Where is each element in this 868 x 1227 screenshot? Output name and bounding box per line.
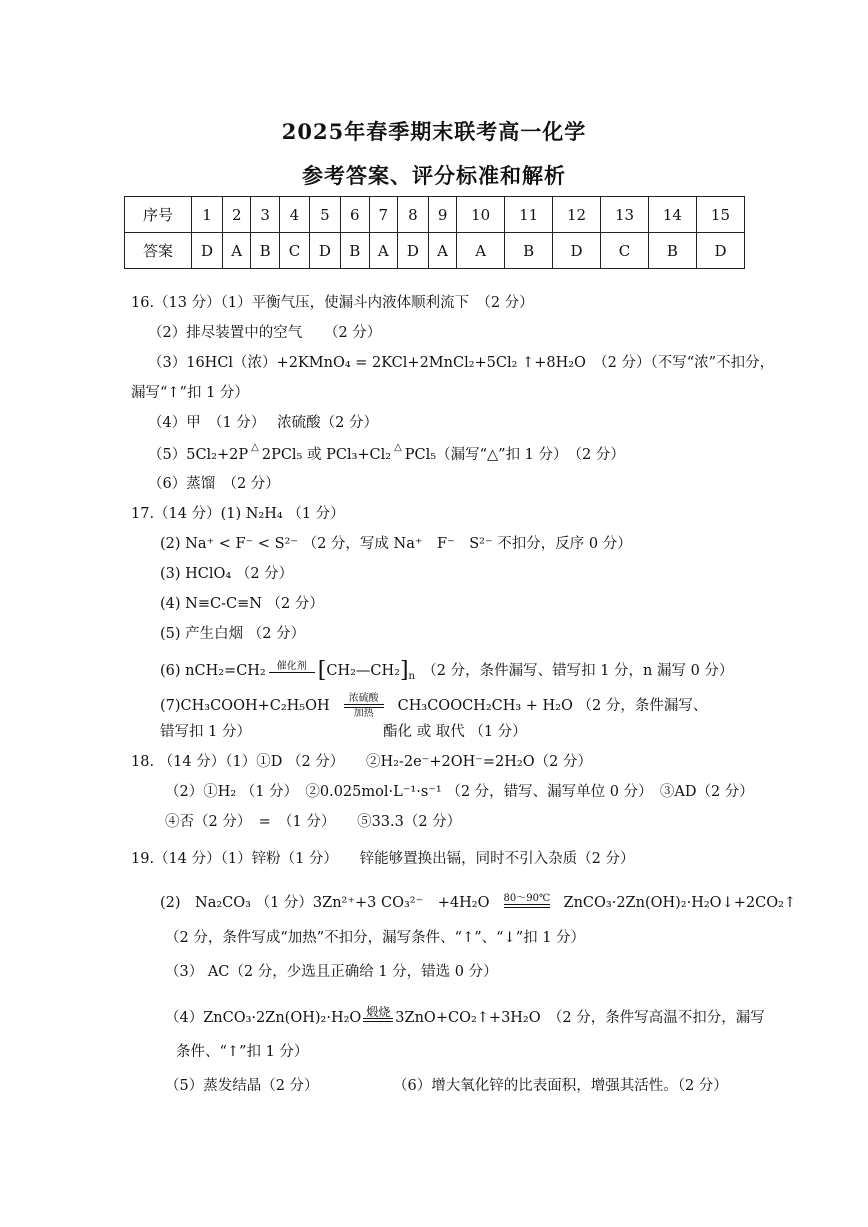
polymer-n: n xyxy=(408,670,415,682)
temperature-label: 80～90℃ xyxy=(503,893,551,904)
q19-line-2 xyxy=(160,893,796,912)
q18-line-3: ④否（2 分） = （1 分） ⑤33.3（2 分） xyxy=(165,814,462,830)
condition-bottom: 加热 xyxy=(353,708,374,719)
answer-cell: B xyxy=(251,233,280,269)
answer-cell: C xyxy=(601,233,649,269)
answer-cell: D xyxy=(553,233,601,269)
q19-line-7a: （5）蒸发结晶（2 分） xyxy=(165,1078,319,1094)
condition-top: 浓硫酸 xyxy=(348,693,379,704)
answer-cell: A xyxy=(457,233,505,269)
answer-cell: A xyxy=(223,233,251,269)
question-number: 10 xyxy=(457,197,505,233)
heat-symbol-2 xyxy=(394,442,402,453)
answer-cell: D xyxy=(192,233,223,269)
question-number: 13 xyxy=(601,197,649,233)
answer-cell: B xyxy=(505,233,553,269)
answer-cell: C xyxy=(280,233,310,269)
question-number: 9 xyxy=(428,197,456,233)
polymer-bracket-right: ] xyxy=(399,658,409,683)
q16-line-4: 漏写“↑”扣 1 分） xyxy=(131,385,249,401)
q16-eq1-right: 2PCl₅ 或 PCl₃+Cl₂ xyxy=(261,447,392,463)
answer-cell: B xyxy=(648,233,696,269)
q17-line-2: (2) Na⁺ < F⁻ < S²⁻ （2 分，写成 Na⁺ F⁻ S²⁻ 不扣分，反序 0 分） xyxy=(160,536,632,552)
q19-line-5 xyxy=(165,1007,765,1027)
q17-ester-products: CH₃COOCH₂CH₃ + H₂O （2 分，条件漏写、 xyxy=(397,698,708,714)
q17-line-8b: 酯化 或 取代 （1 分） xyxy=(383,724,527,740)
page-title: 2025年春季期末联考高一化学 xyxy=(281,119,587,144)
q19-line-3: （2 分，条件写成“加热”不扣分，漏写条件、“↑”、“↓”扣 1 分） xyxy=(165,930,586,946)
catalyst-label: 催化剂 xyxy=(276,661,307,672)
polymer-bracket-left: [ xyxy=(317,658,327,683)
q17-line-4: (4) N≡C-C≡N （2 分） xyxy=(160,596,324,612)
question-number: 4 xyxy=(280,197,310,233)
answer-cell: D xyxy=(309,233,340,269)
q17-line-6-note: （2 分，条件漏写、错写扣 1 分，n 漏写 0 分） xyxy=(429,663,734,679)
row-header-answer: 答案 xyxy=(125,233,192,269)
q17-polymer-reactant: (6) nCH₂=CH₂ xyxy=(160,663,266,679)
q16-line-3: （3）16HCl（浓）+2KMnO₄ = 2KCl+2MnCl₂+5Cl₂ ↑+8H₂O （2 分）（不写“浓”不扣分， xyxy=(148,355,775,371)
q17-line-6 xyxy=(160,658,734,683)
q18-line-1: 18. （14 分）（1）①D （2 分） ②H₂-2e⁻+2OH⁻=2H₂O（2 分） xyxy=(131,754,592,770)
q16-line-6 xyxy=(148,442,625,464)
q19-calcine-right: 3ZnO+CO₂↑+3H₂O （2 分，条件写高温不扣分，漏写 xyxy=(395,1010,765,1026)
question-number: 12 xyxy=(553,197,601,233)
heat-label: △ xyxy=(251,442,259,453)
q19-line-4: （3） AC（2 分，少选且正确给 1 分，错选 0 分） xyxy=(165,964,498,980)
heat-symbol xyxy=(251,442,259,453)
q16-line-2: （2）排尽装置中的空气 （2 分） xyxy=(148,325,382,341)
polymer-repeat-unit: CH₂—CH₂ xyxy=(326,663,400,679)
answer-cell: A xyxy=(428,233,456,269)
question-number: 3 xyxy=(251,197,280,233)
question-number: 14 xyxy=(648,197,696,233)
q19-line-1: 19.（14 分）（1）锌粉（1 分） 锌能够置换出镉，同时不引入杂质（2 分） xyxy=(131,851,635,867)
q16-line-1: 16.（13 分）（1）平衡气压，使漏斗内液体顺利流下 （2 分） xyxy=(131,295,534,311)
question-number: 5 xyxy=(309,197,340,233)
q16-line-5: （4）甲 （1 分） 浓硫酸（2 分） xyxy=(148,415,379,431)
calcination-label: 煅烧 xyxy=(366,1005,391,1019)
answer-table-answer-row xyxy=(125,233,745,269)
answer-cell: A xyxy=(369,233,397,269)
answer-table xyxy=(124,196,745,269)
question-number: 8 xyxy=(397,197,428,233)
question-number: 15 xyxy=(696,197,744,233)
q17-line-5: (5) 产生白烟 （2 分） xyxy=(160,626,306,642)
question-number: 6 xyxy=(340,197,369,233)
question-number: 11 xyxy=(505,197,553,233)
q19-line-6: 条件、“↑”扣 1 分） xyxy=(176,1044,309,1060)
page-subtitle: 参考答案、评分标准和解析 xyxy=(302,163,566,188)
q19-eq-left: (2) Na₂CO₃ （1 分）3Zn²⁺+3 CO₃²⁻ +4H₂O xyxy=(160,895,490,911)
q16-eq1-left: （5）5Cl₂+2P xyxy=(148,447,249,463)
answer-table-number-row xyxy=(125,197,745,233)
q17-ester-reactants: (7)CH₃COOH+C₂H₅OH xyxy=(160,698,330,714)
q17-line-7 xyxy=(160,693,707,719)
question-number: 7 xyxy=(369,197,397,233)
q16-eq2-right: PCl₅（漏写“△”扣 1 分） （2 分） xyxy=(404,447,625,463)
heat-label-2: △ xyxy=(394,442,402,453)
arrow-line xyxy=(269,672,315,673)
answer-cell: B xyxy=(340,233,369,269)
q18-line-2: （2）①H₂ （1 分） ②0.025mol·L⁻¹·s⁻¹ （2 分，错写、漏写单位 0 分） ③AD（2 分） xyxy=(165,784,754,800)
row-header-number: 序号 xyxy=(125,197,192,233)
temperature-condition xyxy=(504,893,550,908)
q16-line-7: （6）蒸馏 （2 分） xyxy=(148,476,280,492)
q19-calcine-left: （4）ZnCO₃·2Zn(OH)₂·H₂O xyxy=(165,1010,362,1026)
answer-cell: D xyxy=(696,233,744,269)
answer-cell: D xyxy=(397,233,428,269)
question-number: 2 xyxy=(223,197,251,233)
calcination-condition xyxy=(363,1007,393,1022)
q17-line-1: 17.（14 分）(1) N₂H₄ （1 分） xyxy=(131,506,345,522)
q17-line-3: (3) HClO₄ （2 分） xyxy=(160,566,294,582)
question-number: 1 xyxy=(192,197,223,233)
q19-line-7b: （6）增大氧化锌的比表面积，增强其活性。（2 分） xyxy=(393,1078,728,1094)
equals-bar xyxy=(504,904,550,908)
esterification-condition xyxy=(344,693,384,719)
catalyst-arrow xyxy=(269,661,315,673)
q17-line-8a: 错写扣 1 分） xyxy=(160,724,251,740)
q19-eq-right: ZnCO₃·2Zn(OH)₂·H₂O↓+2CO₂↑ xyxy=(563,895,797,911)
